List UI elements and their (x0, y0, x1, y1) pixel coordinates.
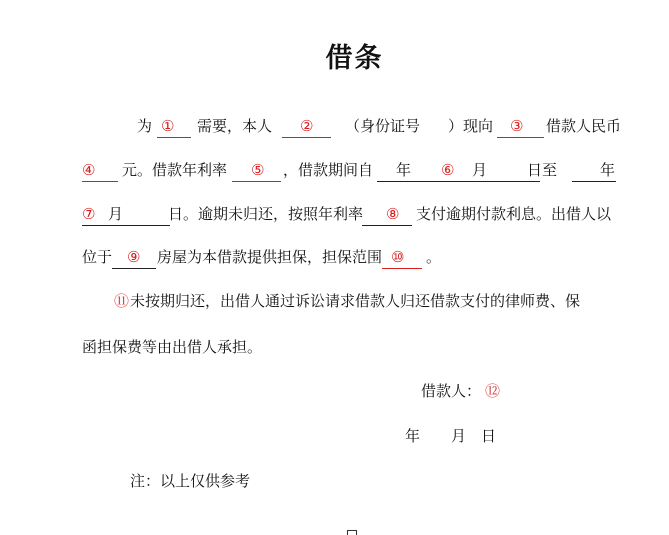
text: 日。逾期未归还，按照年利率 (168, 205, 364, 223)
paragraph-line-3 (0, 203, 669, 227)
paragraph-line-5 (0, 290, 669, 314)
text: 需要，本人 (197, 117, 273, 135)
text: 支付逾期付款利息。出借人以 (416, 205, 612, 223)
marker-2: ② (300, 117, 314, 135)
text: 月 (472, 161, 488, 179)
text: 房屋为本借款提供担保，担保范围 (157, 248, 383, 266)
text: 未按期归还，出借人通过诉讼请求借款人归还借款支付的律师费、保 (130, 292, 581, 310)
document-title: 借条 (325, 43, 384, 74)
text: 年 (600, 161, 616, 179)
borrower-label: 借款人： (421, 382, 482, 400)
paragraph-line-1 (0, 115, 669, 139)
note (0, 470, 669, 494)
sign-month: 月 (451, 427, 467, 445)
sign-year: 年 (405, 427, 421, 445)
signature-borrower (0, 380, 669, 404)
marker-7: ⑦ (82, 205, 96, 223)
marker-4: ④ (82, 161, 96, 179)
marker-10: ⑩ (391, 248, 405, 266)
text: ）现向 (448, 117, 494, 135)
text: 为 (137, 117, 153, 135)
signature-date (0, 425, 669, 449)
text: 。 (426, 248, 442, 266)
marker-12[interactable]: ⑫ (485, 382, 501, 400)
text: 日至 (527, 161, 558, 179)
marker-6: ⑥ (441, 161, 455, 179)
text: 元。借款年利率 (122, 161, 228, 179)
text: 月 (108, 205, 124, 223)
marker-1: ① (161, 117, 175, 135)
paragraph-line-6 (0, 336, 669, 360)
text: 函担保费等由出借人承担。 (82, 338, 263, 356)
sign-day: 日 (481, 427, 497, 445)
marker-11: ⑪ (114, 292, 130, 310)
text: （身份证号 (345, 117, 421, 135)
text: 位于 (82, 248, 113, 266)
text: ，借款期间自 (283, 161, 374, 179)
text: 借款人民币 (546, 117, 622, 135)
marker-5: ⑤ (251, 161, 265, 179)
marker-8: ⑧ (386, 205, 400, 223)
text: 年 (396, 161, 412, 179)
marker-9: ⑨ (127, 248, 141, 266)
paragraph-line-4 (0, 246, 669, 270)
note-text: 注：以上仅供参考 (130, 472, 251, 490)
paragraph-line-2 (0, 159, 669, 183)
marker-3: ③ (510, 117, 524, 135)
text-cursor-icon (347, 530, 357, 535)
